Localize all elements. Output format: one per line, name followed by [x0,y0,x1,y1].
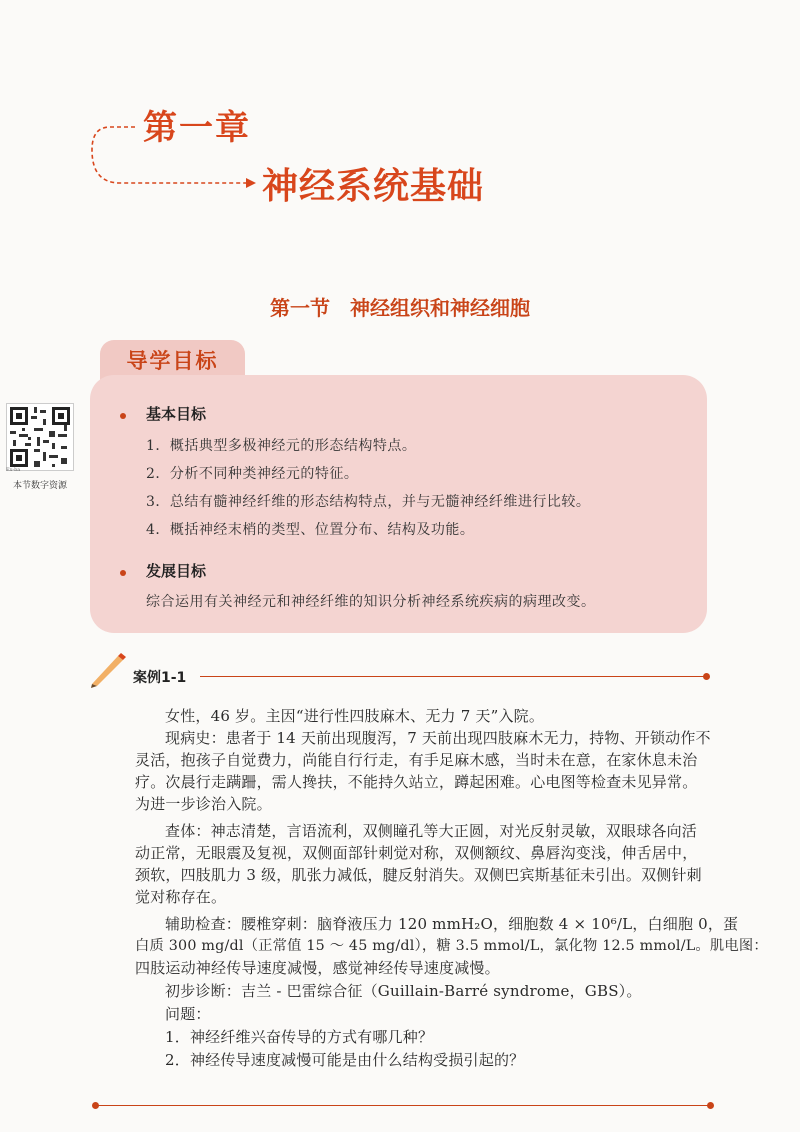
case-paragraph: 白质 300 mg/dl（正常值 15 ～ 45 mg/dl），糖 3.5 mmol/L，氯化物 12.5 mmol/L。肌电图： [135,938,768,954]
case-title: 案例1-1 [133,670,187,686]
qr-label: 本节数字资源 [12,481,67,491]
case-paragraph: 颈软，四肢肌力 3 级，肌张力减低，腱反射消失。双侧巴宾斯基征未引出。双侧针刺 [135,866,702,884]
basic-goals-heading: 基本目标 [146,405,207,423]
chapter-number: 第一章 [143,108,251,148]
case-paragraph: 觉对称存在。 [135,888,227,906]
divider-dot [703,673,710,680]
case-question: 1．神经纤维兴奋传导的方式有哪几种？ [165,1028,434,1046]
case-questions-heading: 问题： [165,1005,211,1023]
basic-goal-item: 2．分析不同种类神经元的特征。 [146,466,359,482]
case-paragraph: 辅助检查：腰椎穿刺：脑脊液压力 120 mmH₂O，细胞数 4 × 10⁶/L，白细胞 0，蛋 [165,915,739,933]
case-paragraph: 四肢运动神经传导速度减慢，感觉神经传导速度减慢。 [135,959,500,977]
case-paragraph: 现病史：患者于 14 天前出现腹泻，7 天前出现四肢麻木无力，持物、开锁动作不 [165,729,711,747]
basic-goal-item: 3．总结有髓神经纤维的形态结构特点，并与无髓神经纤维进行比较。 [146,494,591,510]
case-paragraph: 疗。次晨行走蹒跚，需人搀扶，不能持久站立，蹲起困难。心电图等检查未见异常。 [135,773,698,791]
case-paragraph: 查体：神志清楚，言语流利，双侧瞳孔等大正圆，对光反射灵敏，双眼球各向活 [165,822,698,840]
pencil-icon [88,648,128,688]
bottom-divider [95,1105,710,1106]
basic-goal-item: 4．概括神经末梢的类型、位置分布、结构及功能。 [146,522,475,538]
basic-goal-item: 1．概括典型多极神经元的形态结构特点。 [146,438,417,454]
case-paragraph: 为进一步诊治入院。 [135,795,272,813]
qr-code-icon[interactable] [6,403,74,471]
guide-label: 导学目标 [126,349,219,373]
case-paragraph: 女性，46 岁。主因“进行性四肢麻木、无力 7 天”入院。 [165,707,545,725]
bullet-icon [120,570,126,576]
case-divider [200,676,705,677]
case-paragraph: 灵活，抱孩子自觉费力，尚能自行行走，有手足麻木感，当时未在意，在家休息未治 [135,751,698,769]
qr-caption-small: Ex-ba [6,467,21,473]
advanced-goals-heading: 发展目标 [146,562,207,580]
divider-dot [707,1102,714,1109]
bullet-icon [120,413,126,419]
chapter-title: 神经系统基础 [262,166,485,207]
case-paragraph: 动正常，无眼震及复视，双侧面部针刺觉对称，双侧额纹、鼻唇沟变浅，伸舌居中， [135,844,698,862]
advanced-goal-text: 综合运用有关神经元和神经纤维的知识分析神经系统疾病的病理改变。 [146,594,596,610]
section-title: 第一节 神经组织和神经细胞 [270,296,530,320]
case-paragraph: 初步诊断：吉兰 - 巴雷综合征（Guillain-Barré syndrome，GBS）。 [165,982,642,1000]
case-question: 2．神经传导速度减慢可能是由什么结构受损引起的？ [165,1051,525,1069]
